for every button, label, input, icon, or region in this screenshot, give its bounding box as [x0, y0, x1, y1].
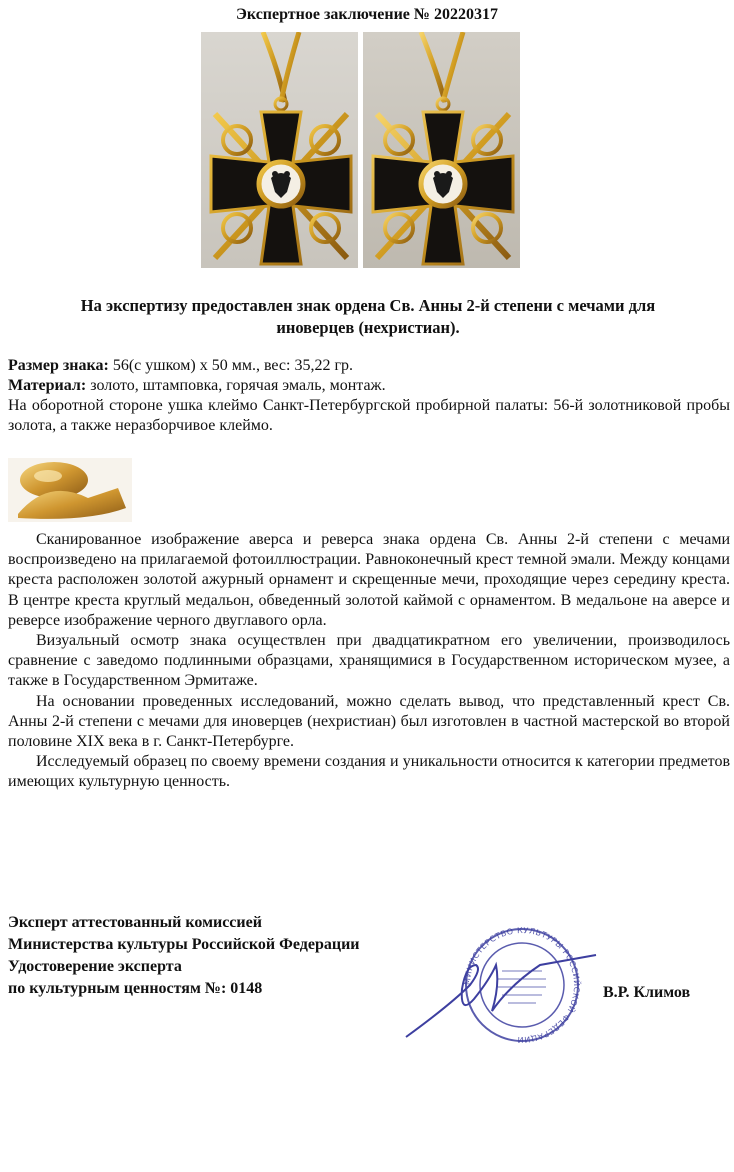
- material-label: Материал:: [8, 377, 87, 394]
- expert-name: В.Р. Климов: [603, 984, 691, 1001]
- details-block: [8, 356, 730, 436]
- expert-line-2: Министерства культуры Российской Федерации: [8, 936, 360, 953]
- order-obverse-photo: [201, 32, 358, 268]
- size-value: 56(с ушком) х 50 мм., вес: 35,22 гр.: [108, 357, 354, 374]
- document-title: Экспертное заключение № 20220317: [236, 6, 498, 23]
- material-line: [8, 376, 730, 396]
- heading-line-2: иноверцев (нехристиан).: [276, 318, 460, 337]
- stamp-ring-text: МИНИСТЕРСТВО КУЛЬТУРЫ РОССИЙСКОЙ ФЕДЕРАЦИИ: [462, 925, 582, 1045]
- expert-line-1: Эксперт аттестованный комиссией: [8, 914, 262, 931]
- paragraph-description: Сканированное изображение аверса и реверса знака ордена Св. Анны 2-й степени с мечами воспроизведено на прилагаемой фотоиллюстрации. Равноконечный крест темной эмали. Между концами креста расположен золотой ажурный орнамент и скрещенные мечи, проходящие через середину креста. В центре креста круглый медальон, обведенный золотой каймой с орнаментом. В медальоне на аверсе и реверсе изображение черного двуглавого орла.: [8, 531, 730, 629]
- body-text: [8, 530, 730, 793]
- expert-line-4: по культурным ценностям №: 0148: [8, 980, 263, 997]
- heading: [10, 295, 726, 339]
- material-value: золото, штамповка, горячая эмаль, монтаж.: [86, 377, 386, 394]
- hallmark-text: На оборотной стороне ушка клеймо Санкт-Петербургской пробирной палаты: 56-й золотниковой пробы золота, а также неразборчивое клеймо.: [8, 397, 730, 434]
- paragraph-conclusion: На основании проведенных исследований, можно сделать вывод, что представленный крест Св. Анны 2-й степени с мечами для иноверцев (нехристиан) был изготовлен в частной мастерской во второй половине XIX века в г. Санкт-Петербурге.: [8, 692, 730, 751]
- official-stamp-and-signature: [400, 925, 600, 1045]
- paragraph-value: Исследуемый образец по своему времени создания и уникальности относится к категории предметов имеющих культурную ценность.: [8, 753, 730, 791]
- heading-line-1: На экспертизу предоставлен знак ордена Св. Анны 2-й степени с мечами для: [80, 296, 656, 315]
- hallmark-closeup-photo: [8, 458, 132, 522]
- size-label: Размер знака:: [8, 357, 109, 374]
- paragraph-inspection: Визуальный осмотр знака осуществлен при двадцатикратном его увеличении, производилось сравнение с заведомо подлинными образцами, хранящимися в Государственном историческом музее, а также в Государственном Эрмитаже.: [8, 632, 730, 690]
- expert-line-3: Удостоверение эксперта: [8, 958, 182, 975]
- expert-block: [8, 912, 468, 1000]
- size-line: [8, 356, 730, 376]
- order-reverse-photo: [363, 32, 520, 268]
